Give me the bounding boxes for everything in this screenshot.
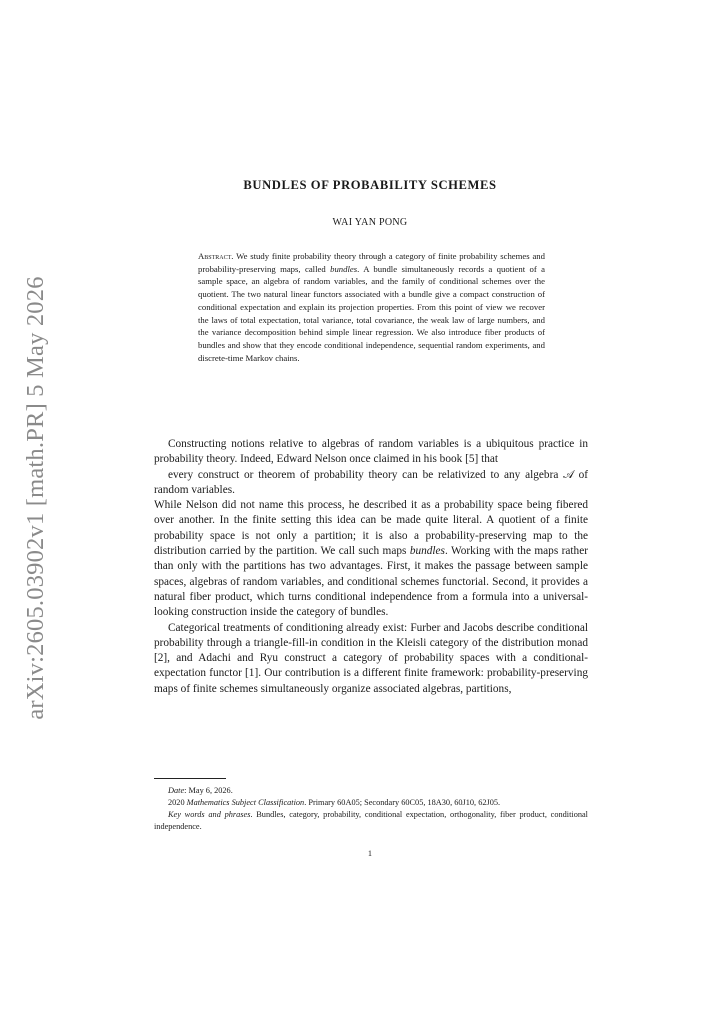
abstract-text-1: We study finite probability theory through a category of finite probability schemes and probability-preserving maps, called — [198, 251, 545, 274]
footnotes — [154, 785, 588, 833]
abstract-label: Abstract. — [198, 251, 234, 261]
abstract-emphasis: bundles — [330, 263, 358, 274]
footnote-date-value: : May 6, 2026. — [184, 786, 233, 795]
footnote-keywords — [154, 809, 588, 833]
footnote-date — [154, 785, 588, 797]
footnote-keywords-value: . Bundles, category, probability, conditional expectation, orthogonality, fiber product, conditional independence. — [154, 809, 588, 831]
footnote-msc-label: Mathematics Subject Classification — [186, 797, 305, 807]
quote-text-2: of random variables. — [154, 468, 588, 496]
abstract — [198, 250, 545, 364]
main-body — [154, 437, 588, 697]
body-paragraph-2 — [154, 498, 588, 620]
footnote-msc-prefix: 2020 — [168, 797, 187, 807]
footnote-msc — [154, 797, 588, 809]
quote-text-1: every construct or theorem of probability theory can be relativized to any algebra — [168, 468, 564, 481]
footnote-rule — [154, 778, 226, 779]
arxiv-sidebar-stamp — [16, 276, 56, 720]
footnote-date-label: Date — [168, 786, 185, 795]
footnote-msc-value: . Primary 60A05; Secondary 60C05, 18A30, 60J10, 62J05. — [304, 797, 501, 807]
body-paragraph-2-a: While Nelson did not name this process, he described it as a probability space being fibered over another. In the finite setting this idea can be made quite literal. A quotient of a finite probability space is not only a partition; it is also a probability-preserving map to the distribution carried by the partition. We call such maps — [154, 499, 588, 558]
body-paragraph-2-emphasis: bundles — [409, 545, 445, 558]
page-number: 1 — [367, 849, 373, 858]
abstract-text-2: . A bundle simultaneously records a quotient of a sample space, an algebra of random variables, and the family of conditional schemes over the quotient. The two natural linear functors associated with a bundle give a compact construction of conditional expectation and explain its projection properties. From this point of view we recover the laws of total expectation, total variance, total covariance, the weak law of large numbers, and the variance decomposition behind simple linear regression. We also introduce fiber products of bundles and show that they encode conditional independence, sequential random experiments, and discrete-time Markov chains. — [198, 263, 545, 363]
paper-author: WAI YAN PONG — [332, 217, 408, 228]
body-paragraph-1: Constructing notions relative to algebras of random variables is a ubiquitous practice in probability theory. Indeed, Edward Nelson once claimed in his book [5] that — [154, 438, 588, 466]
arxiv-identifier: arXiv:2605.03902v1 [math.PR] 5 May 2026 — [22, 276, 49, 720]
body-paragraph-2-b: . Working with the maps rather than only with the partitions has two advantages. First, it makes the passage between sample spaces, algebras of random variables, and conditional schemes functorial. Second, it provides a natural fiber product, which turns conditional independence from a formula into a universal-looking construction inside the category of bundles. — [154, 545, 588, 619]
paper-title: BUNDLES OF PROBABILITY SCHEMES — [243, 178, 497, 192]
footnote-keywords-label: Key words and phrases — [168, 809, 251, 819]
body-paragraph-3: Categorical treatments of conditioning already exist: Furber and Jacobs describe conditional probability through a triangle-fill-in condition in the Kleisli category of the distribution monad [2], and Adachi and Ryu construct a category of probability spaces with a conditional-expectation functor [1]. Our contribution is a different finite framework: probability-preserving maps of finite schemes simultaneously organize associated algebras, partitions, — [154, 621, 588, 695]
quote-algebra-symbol: 𝒜 — [563, 468, 574, 481]
nelson-quote — [154, 468, 588, 499]
